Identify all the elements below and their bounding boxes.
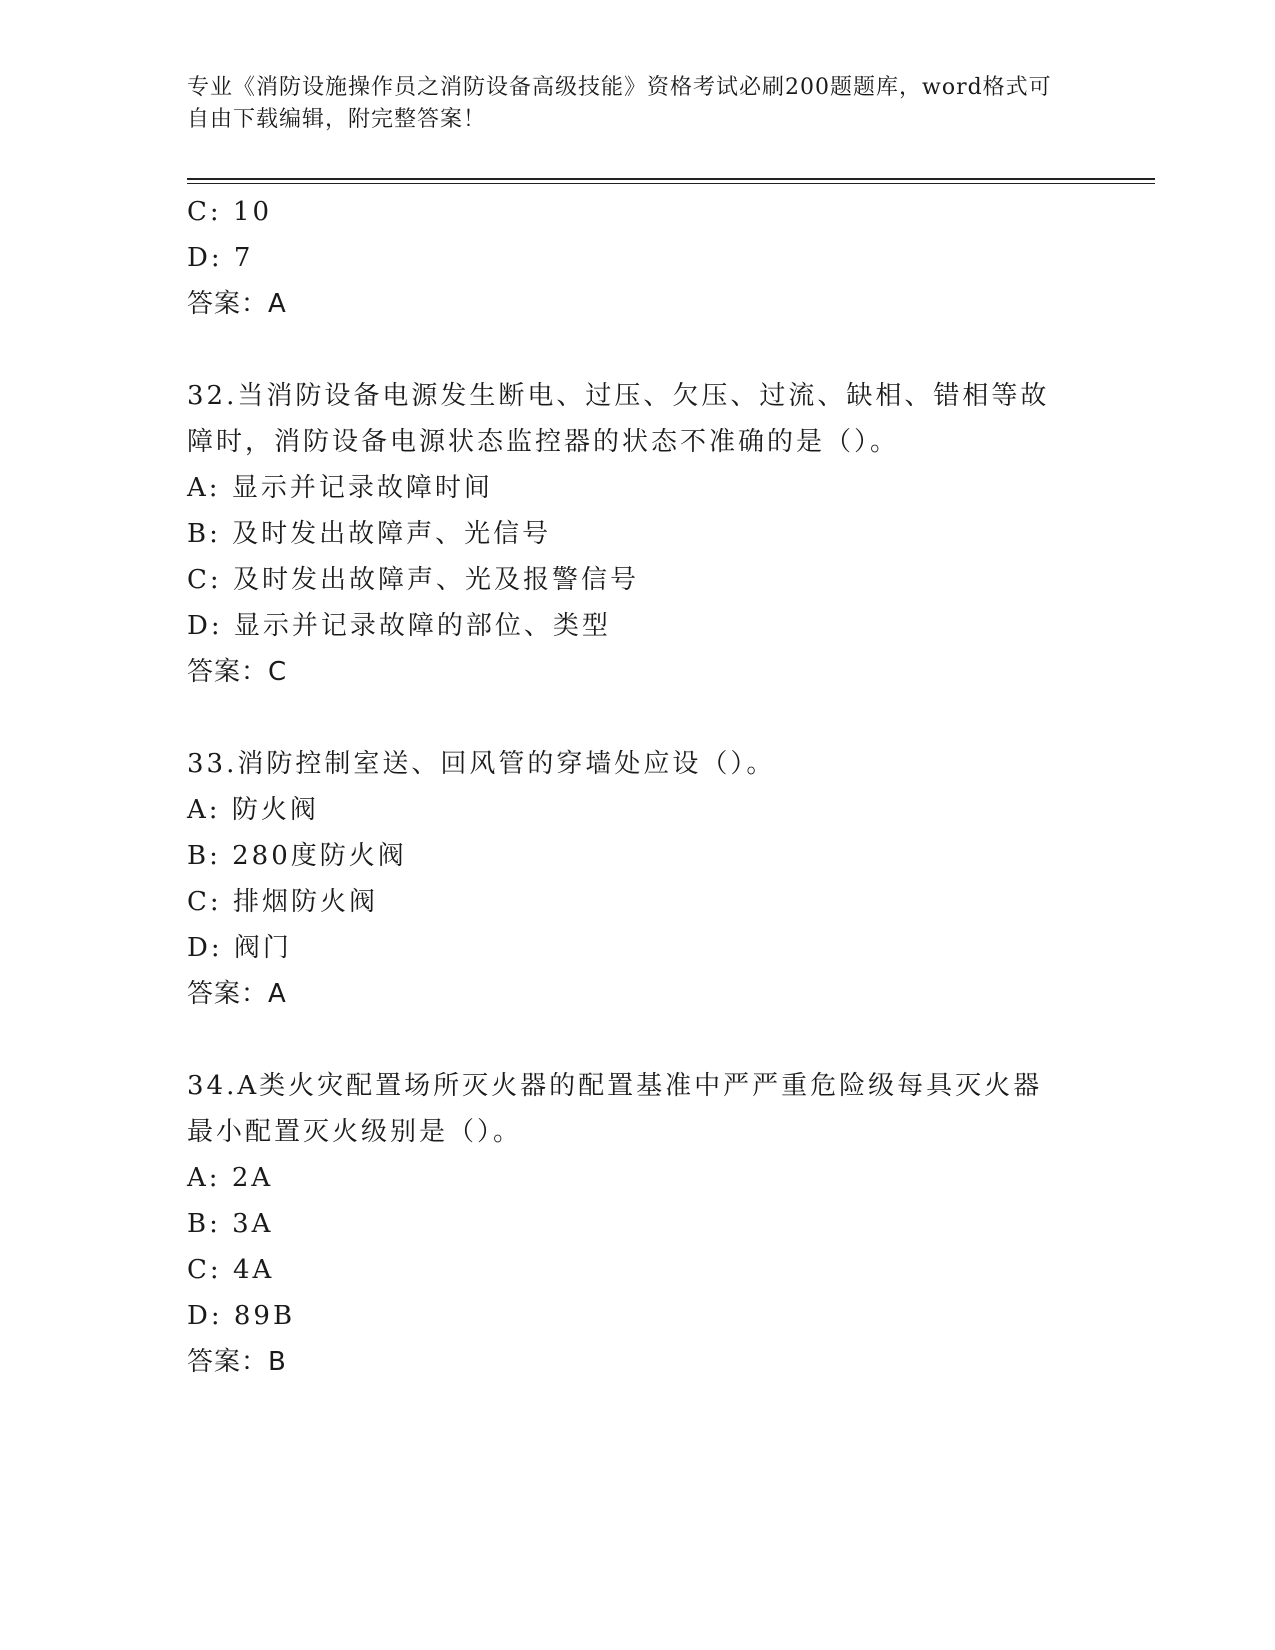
option-text: 及时发出故障声、光信号 [232, 519, 552, 549]
option-separator: : [209, 565, 233, 595]
header-divider-thin [187, 183, 1155, 184]
option-separator: : [208, 473, 232, 503]
option-text: 防火阀 [231, 795, 319, 825]
option-key: B [187, 1209, 210, 1239]
option-text: 3A [232, 1209, 274, 1239]
answer-line: 答案：A [187, 289, 287, 319]
question-block-prev [187, 189, 1087, 327]
option-key: D [187, 611, 211, 641]
question-block [187, 741, 1087, 1017]
question-list [187, 189, 1087, 1385]
header-divider-thick [187, 178, 1155, 180]
option-text: 阀门 [233, 933, 292, 963]
option-text: 2A [231, 1163, 274, 1193]
answer-line: 答案：C [187, 657, 288, 687]
option-text: 显示并记录故障时间 [231, 473, 493, 503]
option-line [187, 189, 1087, 235]
option-key: A [187, 1163, 209, 1193]
question-spacer [187, 327, 1087, 373]
question-spacer [187, 695, 1087, 741]
option-key: D [187, 933, 211, 963]
option-line [187, 511, 1087, 557]
option-text: 排烟防火阀 [232, 887, 378, 917]
option-key: B [187, 519, 210, 549]
option-separator: : [209, 197, 233, 227]
question-block [187, 373, 1087, 695]
option-key: C [187, 565, 210, 595]
option-text: 4A [232, 1255, 275, 1285]
option-line [187, 879, 1087, 925]
option-separator: : [208, 1163, 232, 1193]
option-separator: : [210, 611, 234, 641]
answer-line: 答案：B [187, 1347, 287, 1377]
document-header: 专业《消防设施操作员之消防设备高级技能》资格考试必刷200题题库，word格式可自由下载编辑，附完整答案！ [187, 75, 1052, 132]
option-separator: : [209, 519, 233, 549]
option-key: A [187, 795, 209, 825]
option-line [187, 925, 1087, 971]
option-key: C [187, 1255, 210, 1285]
option-text: 89B [233, 1301, 296, 1331]
question-spacer [187, 1017, 1087, 1063]
option-key: D [187, 243, 211, 273]
option-text: 10 [232, 197, 273, 227]
option-line [187, 833, 1087, 879]
option-line [187, 1155, 1087, 1201]
question-text: 32.当消防设备电源发生断电、过压、欠压、过流、缺相、错相等故障时，消防设备电源状态监控器的状态不准确的是（）。 [187, 381, 1050, 457]
question-text: 34.A类火灾配置场所灭火器的配置基准中严严重危险级每具灭火器最小配置灭火级别是（）。 [187, 1071, 1043, 1147]
option-line [187, 1201, 1087, 1247]
option-text: 280度防火阀 [232, 841, 407, 871]
option-line [187, 1247, 1087, 1293]
option-line [187, 465, 1087, 511]
option-key: B [187, 841, 210, 871]
question-block [187, 1063, 1087, 1385]
option-line [187, 557, 1087, 603]
option-separator: : [208, 795, 232, 825]
option-separator: : [210, 1301, 234, 1331]
answer-line: 答案：A [187, 979, 287, 1009]
option-separator: : [209, 887, 233, 917]
option-key: A [187, 473, 209, 503]
option-separator: : [210, 933, 234, 963]
option-key: C [187, 887, 210, 917]
option-line [187, 603, 1087, 649]
question-text: 33.消防控制室送、回风管的穿墙处应设（）。 [187, 749, 776, 779]
option-key: C [187, 197, 210, 227]
option-separator: : [210, 243, 234, 273]
option-separator: : [209, 1209, 233, 1239]
option-line [187, 235, 1087, 281]
option-separator: : [209, 841, 233, 871]
option-line [187, 1293, 1087, 1339]
option-text: 及时发出故障声、光及报警信号 [232, 565, 639, 595]
option-line [187, 787, 1087, 833]
option-key: D [187, 1301, 211, 1331]
option-text: 显示并记录故障的部位、类型 [233, 611, 611, 641]
option-separator: : [209, 1255, 233, 1285]
option-text: 7 [233, 243, 254, 273]
